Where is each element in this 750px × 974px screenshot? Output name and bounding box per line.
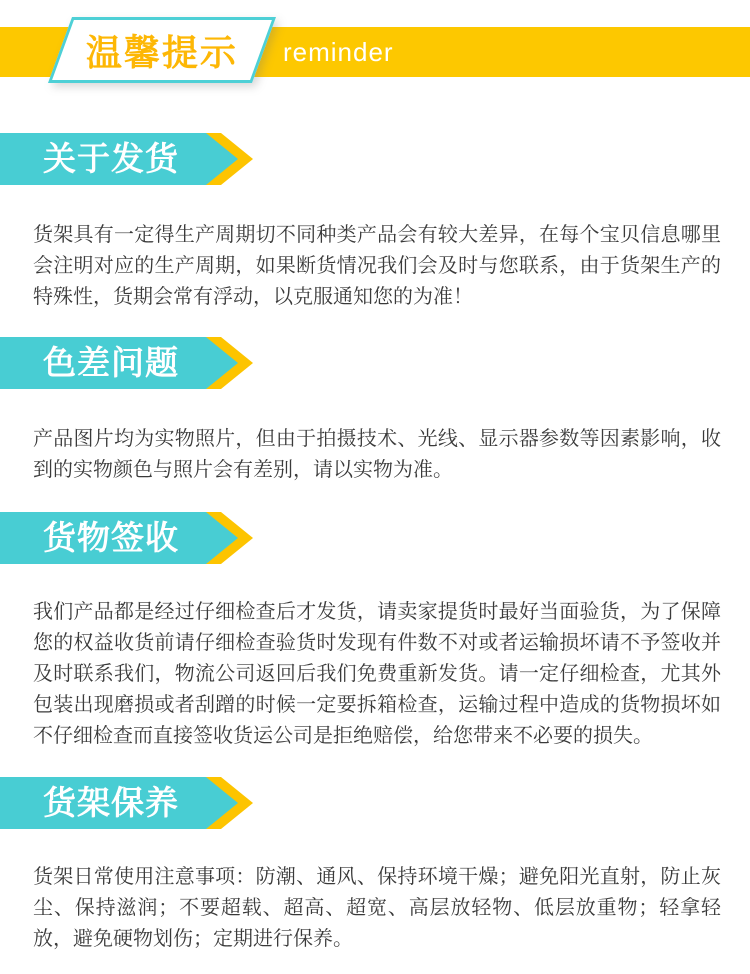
section-header-color <box>0 337 253 389</box>
reminder-badge <box>48 17 276 83</box>
section-body-shipping: 货架具有一定得生产周期切不同种类产品会有较大差异，在每个宝贝信息哪里会注明对应的生产周期，如果断货情况我们会及时与您联系，由于货架生产的特殊性，货期会常有浮动，以克服通知您的为准！ <box>33 224 721 308</box>
section-header-receipt <box>0 512 253 564</box>
section-body-receipt: 我们产品都是经过仔细检查后才发货，请卖家提货时最好当面验货，为了保障您的权益收货前请仔细检查验货时发现有件数不对或者运输损坏请不予签收并及时联系我们，物流公司返回后我们免费重新发货。请一定仔细检查，尤其外包装出现磨损或者刮蹭的时候一定要拆箱检查，运输过程中造成的货物损坏如不仔细检查而直接签收货运公司是拒绝赔偿，给您带来不必要的损失。 <box>33 601 721 747</box>
section-body-color: 产品图片均为实物照片，但由于拍摄技术、光线、显示器参数等因素影响，收到的实物颜色与照片会有差别，请以实物为准。 <box>33 428 721 481</box>
banner-title: 温馨提示 <box>85 31 238 73</box>
section-body-maintenance: 货架日常使用注意事项：防潮、通风、保持环境干燥；避免阳光直射，防止灰尘、保持滋润；不要超载、超高、超宽、高层放轻物、低层放重物；轻拿轻放，避免硬物划伤；定期进行保养。 <box>33 866 721 950</box>
banner <box>0 0 750 110</box>
reminder-subtitle: reminder <box>283 37 394 67</box>
section-title: 货架保养 <box>43 784 179 821</box>
section-title: 色差问题 <box>43 344 179 381</box>
section-title: 关于发货 <box>43 140 179 177</box>
section-header-maintenance <box>0 777 253 829</box>
section-header-shipping <box>0 133 253 185</box>
section-title: 货物签收 <box>43 519 179 556</box>
